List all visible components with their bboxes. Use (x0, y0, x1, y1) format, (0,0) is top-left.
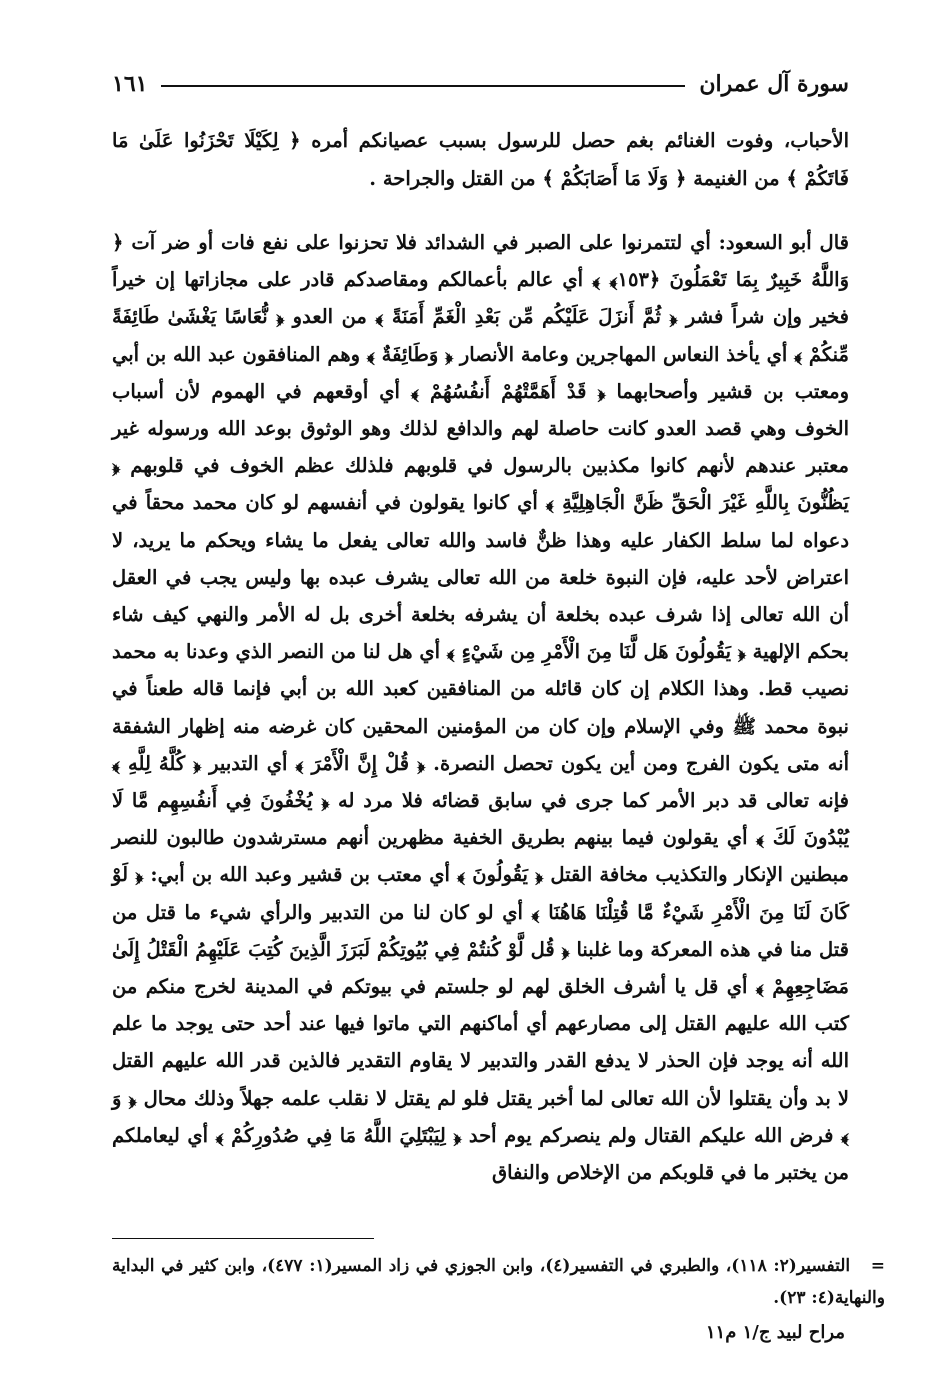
paragraph-text: قال أبو السعود: أي لتتمرنوا على الصبر في الشدائد فلا تحزنوا على نفع فات أو ضر آت ﴿ وَاللَّهُ خَبِيرٌ بِمَا تَعْمَلُونَ ﴿١٥٣﴾ ﴾ أي عالم بأعمالكم ومقاصدكم قادر على مجازاتها إن خيراً فخير وإن شراً فشر ﴿ ثُمَّ أَنزَلَ عَلَيْكُم مِّن بَعْدِ الْغَمِّ أَمَنَةً ﴾ من العدو ﴿ نُّعَاسًا يَغْشَىٰ طَائِفَةً مِّنكُمْ ﴾ أي يأخذ النعاس المهاجرين وعامة الأنصار ﴿ وَطَائِفَةٌ ﴾ وهم المنافقون عبد الله بن أبي ومعتب بن قشير وأصحابهما ﴿ قَدْ أَهَمَّتْهُمْ أَنفُسُهُمْ ﴾ أي أوقعهم في الهموم لأن أسباب الخوف وهي قصد العدو كانت حاصلة لهم والدافع لذلك وهو الوثوق بوعد الله ورسوله غير معتبر عندهم لأنهم كانوا مكذبين بالرسول في قلوبهم فلذلك عظم الخوف في قلوبهم ﴿ يَظُنُّونَ بِاللَّهِ غَيْرَ الْحَقِّ ظَنَّ الْجَاهِلِيَّةِ ﴾ أي كانوا يقولون في أنفسهم لو كان محمد محقاً في دعواه لما سلط الكفار عليه وهذا ظنٌّ فاسد والله تعالى يفعل ما يشاء ويحكم ما يريد، لا اعتراض لأحد عليه، فإن النبوة خلعة من الله تعالى يشرف عبده بها وليس يجب في العقل أن الله تعالى إذا شرف عبده بخلعة أن يشرفه بخلعة أخرى بل له الأمر والنهي كيف شاء بحكم الإلهية ﴿ يَقُولُونَ هَل لَّنَا مِنَ الْأَمْرِ مِن شَيْءٍ ﴾ أي هل لنا من النصر الذي وعدنا به محمد نصيب قط. وهذا الكلام إن كان قائله من المنافقين كعبد الله بن أبي فإنما قاله طعناً في نبوة محمد ﷺ وفي الإسلام وإن كان من المؤمنين المحقين كان غرضه منه إظهار الشفقة أنه متى يكون الفرج ومن أين يكون تحصل النصرة. ﴿ قُلْ إِنَّ الْأَمْرَ ﴾ أي التدبير ﴿ كُلَّهُ لِلَّهِ ﴾ فإنه تعالى قد دبر الأمر كما جرى في سابق قضائه فلا مرد له ﴿ يُخْفُونَ فِي أَنفُسِهِم مَّا لَا يُبْدُونَ لَكَ ﴾ أي يقولون فيما بينهم بطريق الخفية مظهرين أنهم مسترشدون طالبون للنصر مبطنين الإنكار والتكذيب مخافة القتل ﴿ يَقُولُونَ ﴾ أي معتب بن قشير وعبد الله بن أبي: ﴿ لَوْ كَانَ لَنَا مِنَ الْأَمْرِ شَيْءٌ مَّا قُتِلْنَا هَاهُنَا ﴾ أي لو كان لنا من التدبير والرأي شيء ما قتل من قتل منا في هذه المعركة وما غلبنا ﴿ قُل لَّوْ كُنتُمْ فِي بُيُوتِكُمْ لَبَرَزَ الَّذِينَ كُتِبَ عَلَيْهِمُ الْقَتْلُ إِلَىٰ مَضَاجِعِهِمْ ﴾ أي قل يا أشرف الخلق لهم لو جلستم في بيوتكم في المدينة لخرج منكم من كتب الله عليهم القتل إلى مصارعهم أي أماكنهم التي ماتوا فيها عند أحد حتى يوجد ما علم الله أنه يوجد فإن الحذر لا يدفع القدر والتدبير لا يقاوم التقدير فالذين قدر الله عليهم القتل لا بد وأن يقتلوا لأن الله تعالى لما أخبر يقتل فلو لم يقتل لا نقلب علمه جهلاً وذلك محال ﴿ وَ ﴾ فرض الله عليكم القتال ولم ينصركم يوم أحد ﴿ لِيَبْتَلِيَ اللَّهُ مَا فِي صُدُورِكُمْ ﴾ أي ليعاملكم من يختبر ما في قلوبكم من الإخلاص والنفاق (112, 231, 849, 1185)
paragraph-text: الأحباب، وفوت الغنائم بغم حصل للرسول بسبب عصيانكم أمره ﴿ لِكَيْلَا تَحْزَنُوا عَلَىٰ مَا فَاتَكُمْ ﴾ من الغنيمة ﴿ وَلَا مَا أَصَابَكُمْ ﴾ من القتل والجراحة . (112, 129, 849, 190)
paragraph-1 (112, 122, 849, 197)
footnote-continuation-mark: = (870, 1256, 886, 1276)
footnote-text: التفسير(٢: ١١٨)، والطبري في التفسير(٤)، وابن الجوزي في زاد المسير(١: ٤٧٧)، وابن كثير في البداية والنهاية(٤: ٢٣). (112, 1256, 885, 1308)
footnote (112, 1250, 885, 1314)
signature-line: مراح لبيد ج/١ م١١ (705, 1322, 845, 1343)
paragraph-2 (112, 224, 849, 1191)
running-header (112, 64, 849, 104)
page-number: ١٦١ (112, 71, 148, 97)
footnote-rule (112, 1238, 374, 1239)
header-rule (161, 85, 685, 87)
surah-title: سورة آل عمران (699, 71, 849, 97)
